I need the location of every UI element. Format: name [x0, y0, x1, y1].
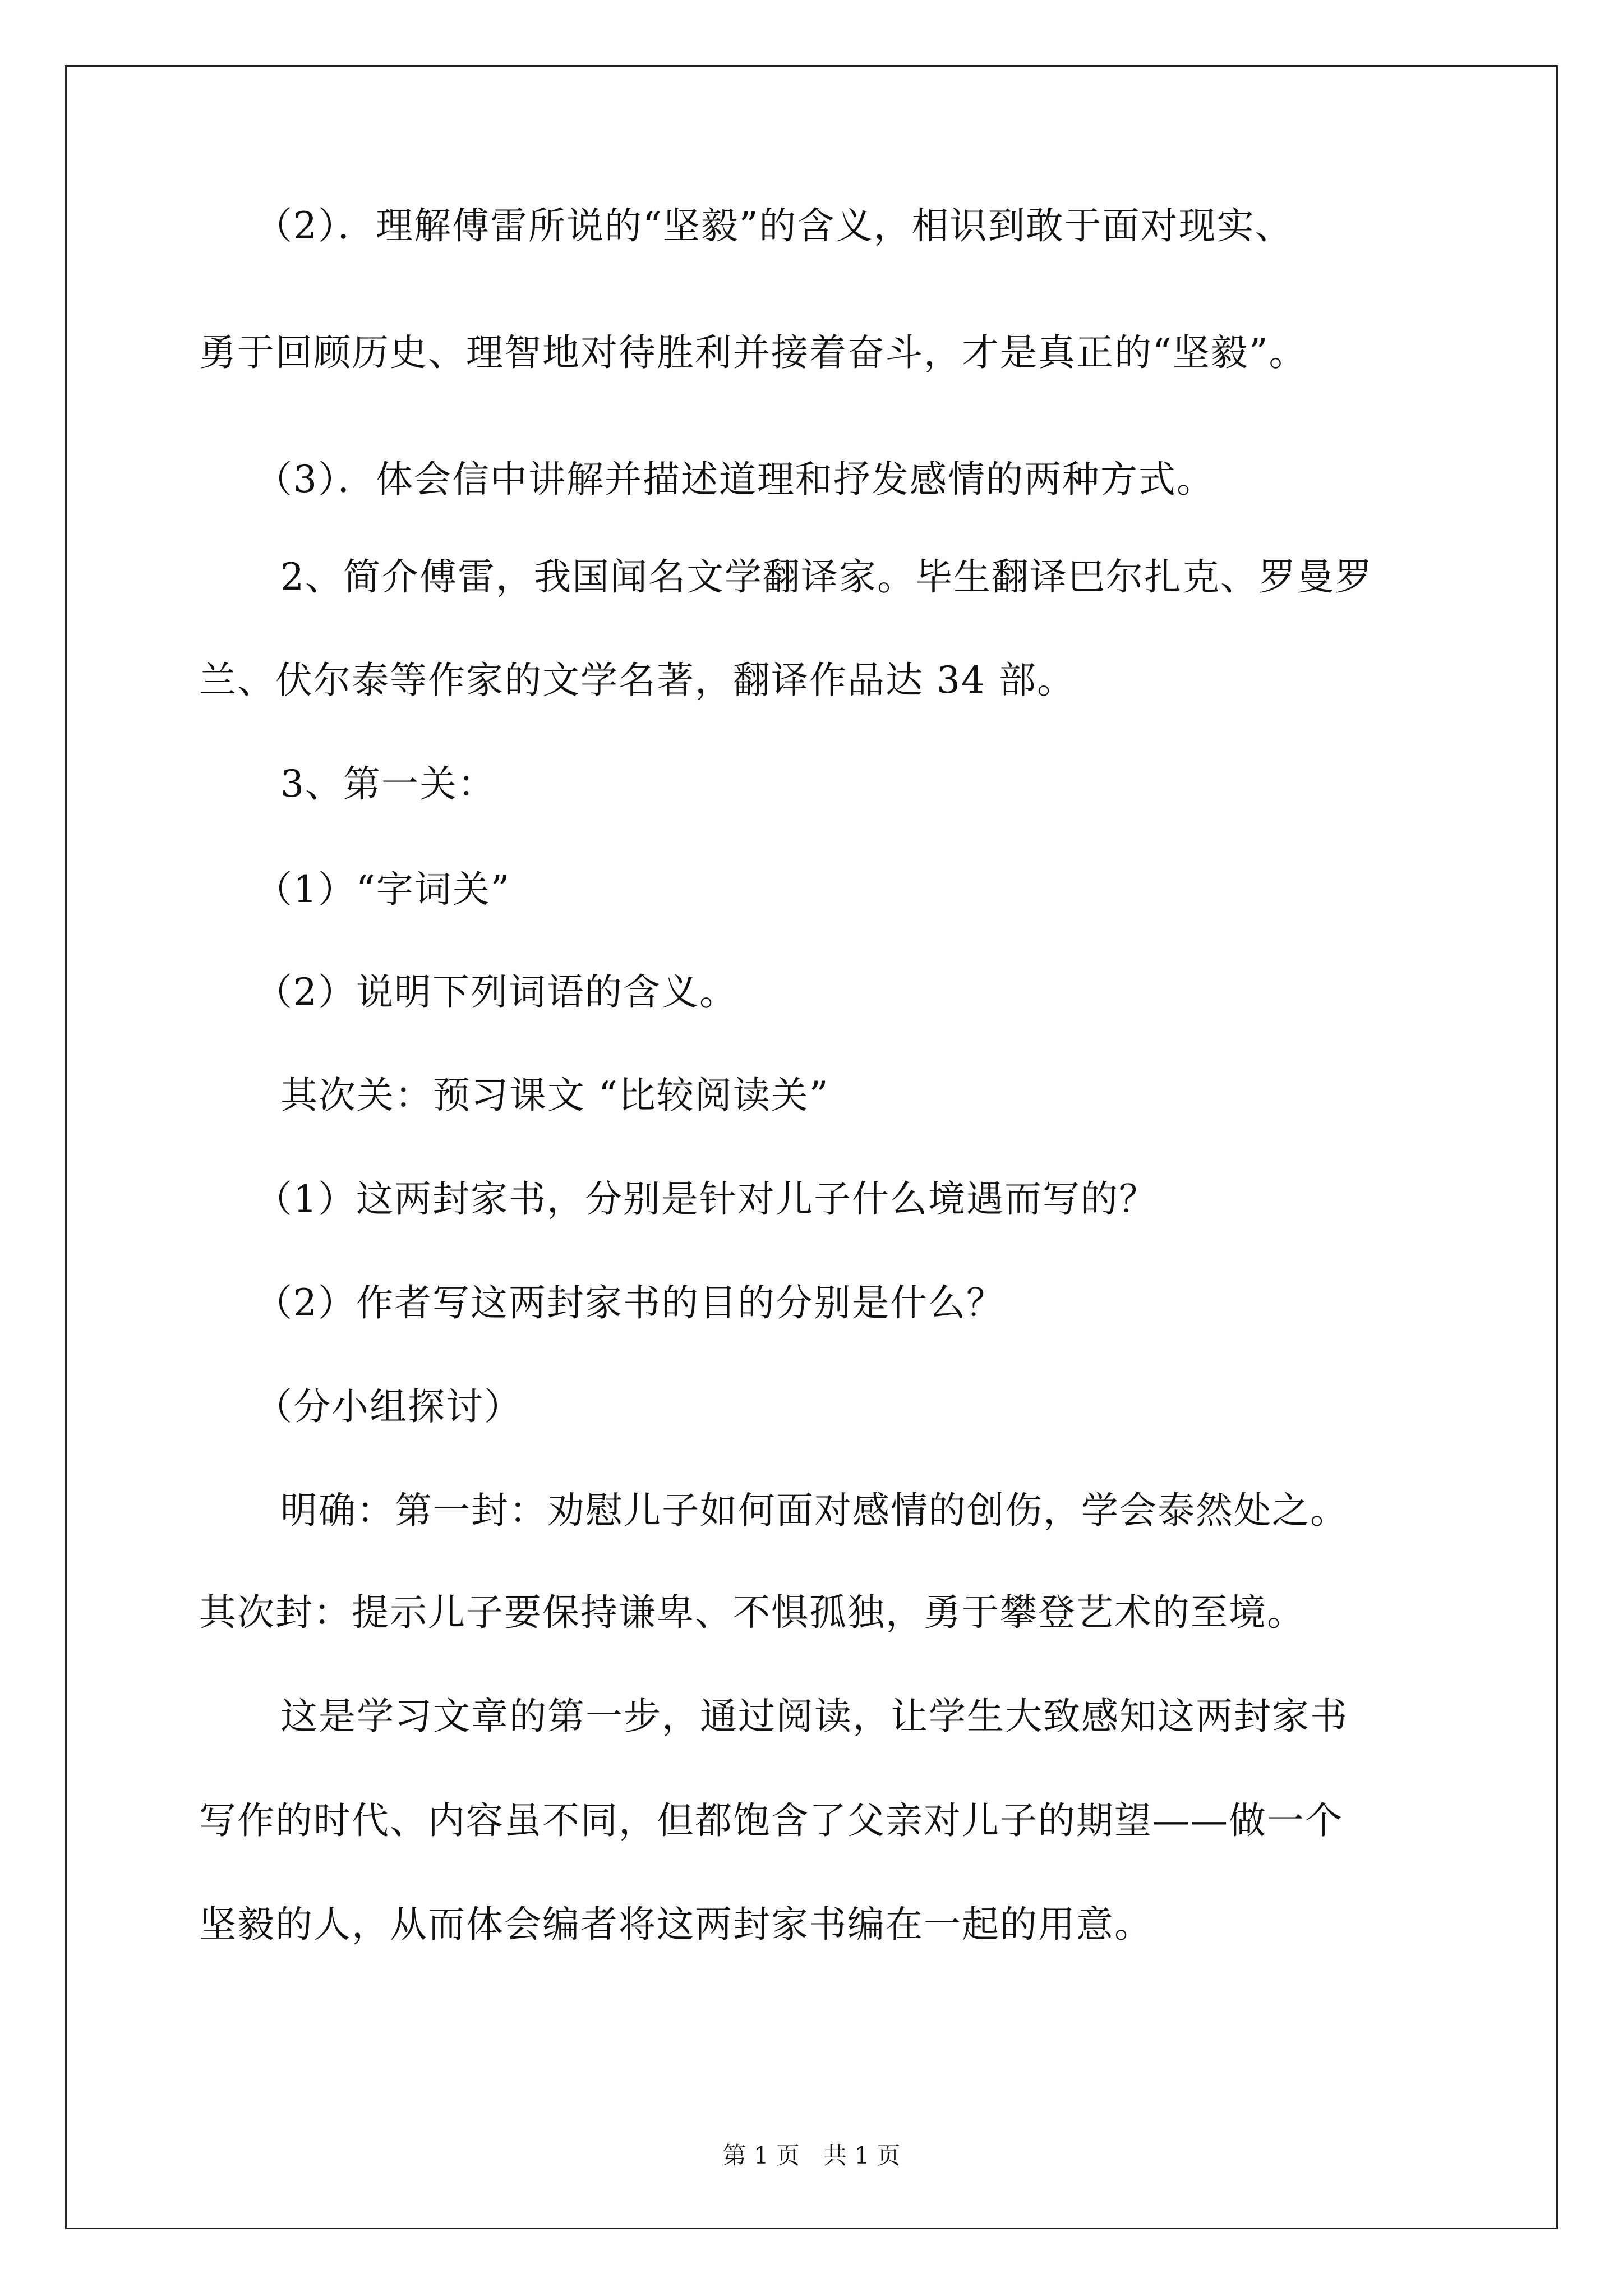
- paragraph-line: （2）说明下列词语的含义。: [255, 970, 737, 1014]
- paragraph-line: 其次关：预习课文 “比较阅读关”: [280, 1074, 829, 1117]
- paragraph-line: （分小组探讨）: [255, 1385, 522, 1428]
- paragraph-line: （3）．体会信中讲解并描述道理和抒发感情的两种方式。: [255, 458, 1215, 501]
- paragraph-line: 坚毅的人，从而体会编者将这两封家书编在一起的用意。: [199, 1903, 1152, 1946]
- paragraph-line: 兰、伏尔泰等作家的文学名著，翻译作品达 34 部。: [199, 659, 1075, 702]
- page-footer: 第 1 页 共 1 页: [722, 2142, 901, 2169]
- paragraph-line: 3、第一关：: [280, 762, 496, 806]
- paragraph-line: 其次封：提示儿子要保持谦卑、不惧孤独，勇于攀登艺术的至境。: [199, 1591, 1305, 1634]
- paragraph-line: 2、简介傅雷，我国闻名文学翻译家。毕生翻译巴尔扎克、罗曼罗: [280, 555, 1373, 599]
- paragraph-line: 勇于回顾历史、理智地对待胜利并接着奋斗，才是真正的“坚毅”。: [199, 331, 1307, 374]
- paragraph-line: （2）作者写这两封家书的目的分别是什么？: [255, 1281, 1004, 1324]
- paragraph-line: （1）这两封家书，分别是针对儿子什么境遇而写的？: [255, 1177, 1157, 1221]
- paragraph-line: 明确：第一封：劝慰儿子如何面对感情的创伤，学会泰然处之。: [280, 1489, 1348, 1532]
- paragraph-line: （1）“字词关”: [255, 868, 511, 911]
- paragraph-line: 这是学习文章的第一步，通过阅读，让学生大致感知这两封家书: [280, 1695, 1348, 1738]
- paragraph-line: （2）．理解傅雷所说的“坚毅”的含义，相识到敢于面对现实、: [255, 204, 1293, 247]
- paragraph-line: 写作的时代、内容虽不同，但都饱含了父亲对儿子的期望——做一个: [199, 1799, 1343, 1842]
